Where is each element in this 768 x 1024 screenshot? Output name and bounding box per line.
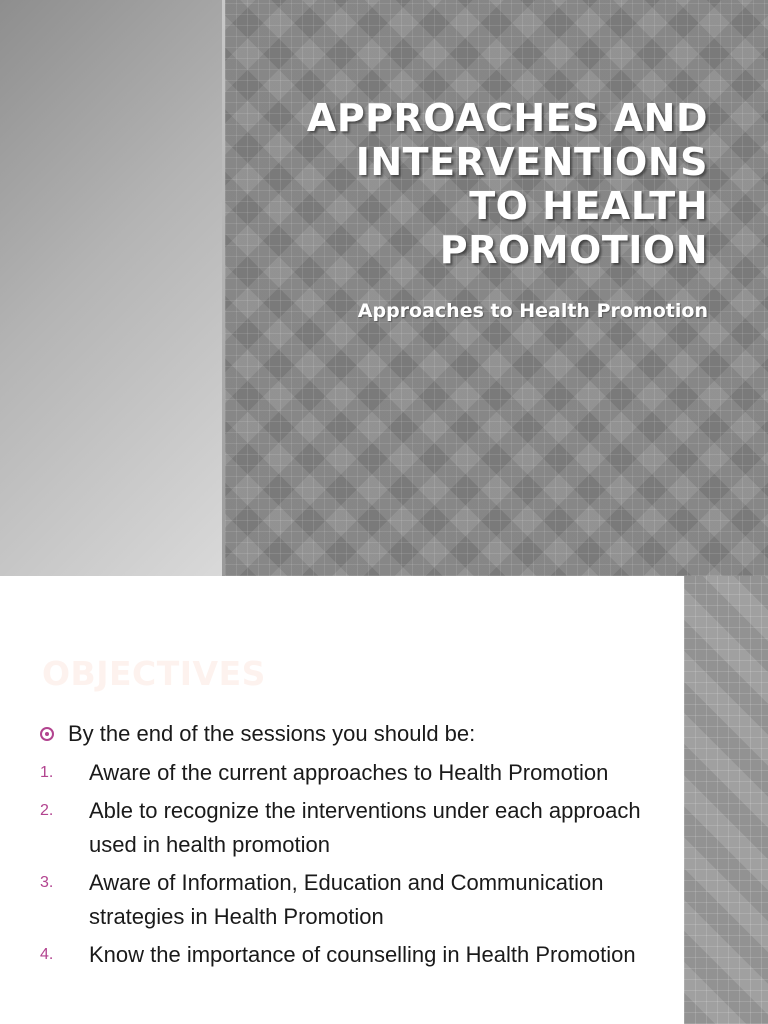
- list-item-number: 1.: [40, 764, 54, 781]
- list-item: [40, 756, 670, 790]
- list-item-text: Aware of the current approaches to Health Promotion: [89, 760, 609, 785]
- objectives-intro: [40, 718, 670, 750]
- list-item-number: 4.: [40, 946, 54, 963]
- list-item-number: 2.: [40, 802, 54, 819]
- slide-title: [238, 96, 708, 272]
- slide-left-gradient-panel: [0, 0, 222, 576]
- slide-title-line: PROMOTION: [439, 228, 708, 272]
- slide-pattern-panel: [225, 0, 768, 576]
- slide-title-line: TO HEALTH: [469, 184, 708, 228]
- objectives-list: [40, 756, 670, 976]
- list-item-text: Aware of Information, Education and Communication strategies in Health Promotion: [89, 870, 604, 929]
- slide-title-line: APPROACHES AND: [306, 96, 708, 140]
- list-item: [40, 794, 670, 862]
- list-item-number: 3.: [40, 874, 54, 891]
- slide-subtitle: Approaches to Health Promotion: [357, 300, 708, 322]
- list-item: [40, 938, 670, 972]
- objectives-intro-text: By the end of the sessions you should be:: [68, 721, 476, 746]
- list-item-text: Able to recognize the interventions under each approach used in health promotion: [89, 798, 641, 857]
- target-bullet-icon: [40, 727, 54, 741]
- objectives-slide: [0, 576, 768, 1024]
- slide-title-line: INTERVENTIONS: [355, 140, 708, 184]
- list-item-text: Know the importance of counselling in Health Promotion: [89, 942, 636, 967]
- objectives-heading: OBJECTIVES: [42, 654, 266, 693]
- slide-side-pattern: [684, 576, 768, 1024]
- list-item: [40, 866, 670, 934]
